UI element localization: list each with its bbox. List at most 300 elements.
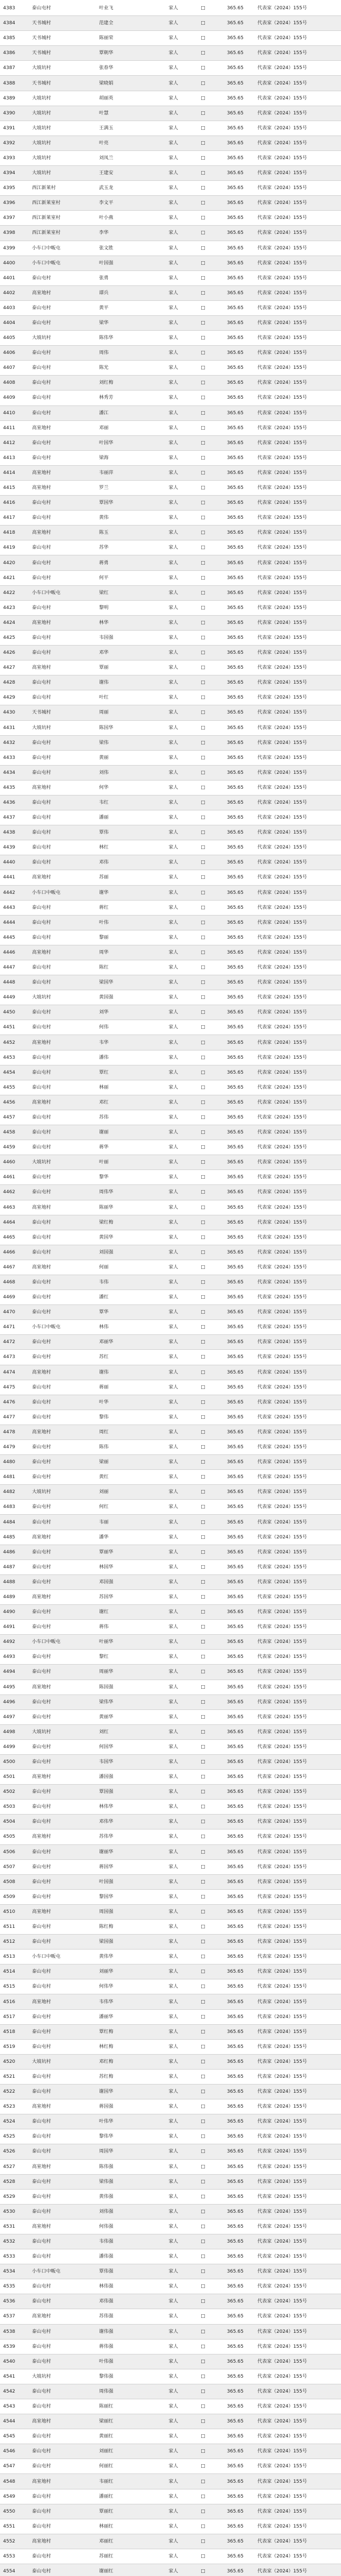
table-row — [0, 1230, 341, 1245]
amount: 365.65 — [217, 1395, 253, 1410]
table-row — [0, 870, 341, 885]
row-number: 4460 — [0, 1155, 22, 1170]
amount: 365.65 — [217, 2069, 253, 2084]
table-row — [0, 840, 341, 855]
relation: 家人 — [158, 91, 189, 106]
person-name: 周丽 — [73, 705, 122, 720]
row-number: 4409 — [0, 391, 22, 405]
document-ref: 代表家（2024）155号 — [253, 420, 341, 435]
document-ref: 代表家（2024）155号 — [253, 2129, 341, 2144]
checkbox-mark: □ — [189, 1245, 217, 1260]
table-row — [0, 1859, 341, 1874]
status-flag — [122, 1635, 158, 1650]
table-row — [0, 481, 341, 496]
document-ref: 代表家（2024）155号 — [253, 570, 341, 585]
relation: 家人 — [158, 1050, 189, 1065]
relation: 家人 — [158, 2489, 189, 2504]
row-number: 4502 — [0, 1785, 22, 1800]
document-ref: 代表家（2024）155号 — [253, 76, 341, 91]
relation: 家人 — [158, 990, 189, 1005]
document-ref: 代表家（2024）155号 — [253, 31, 341, 46]
amount: 365.65 — [217, 2099, 253, 2114]
table-row — [0, 1994, 341, 2009]
amount: 365.65 — [217, 2414, 253, 2429]
table-row — [0, 181, 341, 196]
village-name: 泰山屯村 — [22, 2564, 73, 2576]
status-flag — [122, 975, 158, 990]
document-ref: 代表家（2024）155号 — [253, 2084, 341, 2099]
relation: 家人 — [158, 1440, 189, 1455]
checkbox-mark: □ — [189, 1425, 217, 1439]
amount: 365.65 — [217, 526, 253, 540]
table-row — [0, 2459, 341, 2474]
status-flag — [122, 391, 158, 405]
relation: 家人 — [158, 1005, 189, 1020]
table-row — [0, 121, 341, 135]
checkbox-mark: □ — [189, 1724, 217, 1739]
table-row — [0, 2534, 341, 2549]
amount: 365.65 — [217, 2159, 253, 2174]
row-number: 4416 — [0, 496, 22, 511]
village-name: 高室地村 — [22, 2309, 73, 2324]
document-ref: 代表家（2024）155号 — [253, 1770, 341, 1785]
checkbox-mark: □ — [189, 690, 217, 705]
amount: 365.65 — [217, 1200, 253, 1215]
status-flag — [122, 690, 158, 705]
table-row — [0, 1365, 341, 1380]
relation: 家人 — [158, 1320, 189, 1335]
person-name: 黎丽 — [73, 930, 122, 945]
table-row — [0, 990, 341, 1005]
checkbox-mark: □ — [189, 555, 217, 570]
table-row — [0, 2294, 341, 2309]
table-row — [0, 16, 341, 31]
relation: 家人 — [158, 1739, 189, 1754]
document-ref: 代表家（2024）155号 — [253, 150, 341, 165]
amount: 365.65 — [217, 2369, 253, 2384]
village-name: 泰山屯村 — [22, 1979, 73, 1994]
village-name: 泰山屯村 — [22, 765, 73, 780]
status-flag — [122, 2324, 158, 2339]
village-name: 高室地村 — [22, 465, 73, 480]
relation: 家人 — [158, 1425, 189, 1439]
amount: 365.65 — [217, 1470, 253, 1485]
row-number: 4474 — [0, 1365, 22, 1380]
village-name: 高室地村 — [22, 2159, 73, 2174]
village-name: 泰山屯村 — [22, 1305, 73, 1320]
row-number: 4511 — [0, 1920, 22, 1935]
table-row — [0, 2549, 341, 2564]
amount: 365.65 — [217, 1140, 253, 1155]
village-name: 泰山屯村 — [22, 570, 73, 585]
checkbox-mark: □ — [189, 1470, 217, 1485]
relation: 家人 — [158, 600, 189, 615]
table-row — [0, 555, 341, 570]
relation: 家人 — [158, 121, 189, 135]
table-row — [0, 2399, 341, 2414]
checkbox-mark: □ — [189, 1920, 217, 1935]
table-row — [0, 1080, 341, 1095]
row-number: 4394 — [0, 166, 22, 181]
table-row — [0, 1200, 341, 1215]
village-name: 高室地村 — [22, 1770, 73, 1785]
table-row — [0, 1694, 341, 1709]
relation: 家人 — [158, 1950, 189, 1964]
status-flag — [122, 2549, 158, 2564]
checkbox-mark: □ — [189, 630, 217, 645]
checkbox-mark: □ — [189, 1994, 217, 2009]
row-number: 4392 — [0, 135, 22, 150]
village-name: 泰山屯村 — [22, 1920, 73, 1935]
status-flag — [122, 675, 158, 690]
checkbox-mark: □ — [189, 1560, 217, 1574]
checkbox-mark: □ — [189, 1574, 217, 1589]
village-name: 大坡坑村 — [22, 2369, 73, 2384]
checkbox-mark: □ — [189, 450, 217, 465]
table-row — [0, 1275, 341, 1290]
roster-table — [0, 1, 341, 2576]
row-number: 4509 — [0, 1889, 22, 1904]
person-name: 林伟华 — [73, 1800, 122, 1815]
person-name: 潘红 — [73, 1290, 122, 1305]
row-number: 4385 — [0, 31, 22, 46]
village-name: 高室地村 — [22, 945, 73, 960]
village-name: 大坡坑村 — [22, 720, 73, 735]
person-name: 何伟华 — [73, 1979, 122, 1994]
row-number: 4480 — [0, 1455, 22, 1470]
person-name: 苏丽红 — [73, 2549, 122, 2564]
table-row — [0, 1260, 341, 1275]
table-row — [0, 1709, 341, 1724]
document-ref: 代表家（2024）155号 — [253, 780, 341, 795]
relation: 家人 — [158, 1560, 189, 1574]
village-name: 泰山屯村 — [22, 1410, 73, 1425]
status-flag — [122, 2219, 158, 2234]
table-row — [0, 930, 341, 945]
relation: 家人 — [158, 1140, 189, 1155]
person-name: 潘丽华 — [73, 2009, 122, 2024]
relation: 家人 — [158, 2294, 189, 2309]
checkbox-mark: □ — [189, 2279, 217, 2294]
relation: 家人 — [158, 511, 189, 526]
village-name: 泰山屯村 — [22, 496, 73, 511]
status-flag — [122, 2099, 158, 2114]
table-row — [0, 1125, 341, 1140]
document-ref: 代表家（2024）155号 — [253, 615, 341, 630]
table-row — [0, 331, 341, 346]
checkbox-mark: □ — [189, 1709, 217, 1724]
status-flag — [122, 885, 158, 900]
table-row — [0, 1245, 341, 1260]
row-number: 4453 — [0, 1050, 22, 1065]
row-number: 4405 — [0, 331, 22, 346]
person-name: 黄丽 — [73, 750, 122, 765]
amount: 365.65 — [217, 2144, 253, 2159]
amount: 365.65 — [217, 1680, 253, 1694]
document-ref: 代表家（2024）155号 — [253, 1, 341, 16]
relation: 家人 — [158, 1754, 189, 1769]
table-row — [0, 270, 341, 285]
checkbox-mark: □ — [189, 915, 217, 930]
checkbox-mark: □ — [189, 2189, 217, 2204]
relation: 家人 — [158, 1485, 189, 1500]
table-row — [0, 825, 341, 840]
person-name: 黄平 — [73, 300, 122, 315]
table-row — [0, 1035, 341, 1050]
person-name: 黎伟华 — [73, 2129, 122, 2144]
document-ref: 代表家（2024）155号 — [253, 315, 341, 330]
document-ref: 代表家（2024）155号 — [253, 750, 341, 765]
row-number: 4513 — [0, 1950, 22, 1964]
row-number: 4449 — [0, 990, 22, 1005]
relation: 家人 — [158, 1230, 189, 1245]
relation: 家人 — [158, 46, 189, 61]
relation: 家人 — [158, 1410, 189, 1425]
document-ref: 代表家（2024）155号 — [253, 870, 341, 885]
checkbox-mark: □ — [189, 2489, 217, 2504]
amount: 365.65 — [217, 1320, 253, 1335]
row-number: 4399 — [0, 241, 22, 256]
status-flag — [122, 780, 158, 795]
amount: 365.65 — [217, 1635, 253, 1650]
relation: 家人 — [158, 181, 189, 196]
document-ref: 代表家（2024）155号 — [253, 2504, 341, 2519]
table-row — [0, 1335, 341, 1350]
amount: 365.65 — [217, 646, 253, 660]
table-row — [0, 720, 341, 735]
table-row — [0, 2159, 341, 2174]
relation: 家人 — [158, 2084, 189, 2099]
checkbox-mark: □ — [189, 1950, 217, 1964]
village-name: 泰山屯村 — [22, 1935, 73, 1950]
row-number: 4552 — [0, 2534, 22, 2549]
person-name: 林国华 — [73, 1560, 122, 1574]
person-name: 潘华 — [73, 1530, 122, 1545]
relation: 家人 — [158, 795, 189, 810]
status-flag — [122, 2354, 158, 2369]
village-name: 泰山屯村 — [22, 975, 73, 990]
person-name: 周丽华 — [73, 1665, 122, 1680]
document-ref: 代表家（2024）155号 — [253, 166, 341, 181]
table-row — [0, 660, 341, 675]
amount: 365.65 — [217, 585, 253, 600]
document-ref: 代表家（2024）155号 — [253, 211, 341, 226]
table-row — [0, 705, 341, 720]
status-flag — [122, 630, 158, 645]
village-name: 泰山屯村 — [22, 511, 73, 526]
amount: 365.65 — [217, 16, 253, 31]
status-flag — [122, 1560, 158, 1574]
document-ref: 代表家（2024）155号 — [253, 1440, 341, 1455]
row-number: 4388 — [0, 76, 22, 91]
status-flag — [122, 420, 158, 435]
document-ref: 代表家（2024）155号 — [253, 600, 341, 615]
status-flag — [122, 945, 158, 960]
status-flag — [122, 481, 158, 496]
checkbox-mark: □ — [189, 540, 217, 555]
table-row — [0, 2414, 341, 2429]
amount: 365.65 — [217, 196, 253, 211]
table-row — [0, 61, 341, 76]
person-name: 梁国华 — [73, 975, 122, 990]
document-ref: 代表家（2024）155号 — [253, 2474, 341, 2489]
village-name: 泰山屯村 — [22, 1290, 73, 1305]
village-name: 小车口中畈屯 — [22, 1320, 73, 1335]
amount: 365.65 — [217, 1754, 253, 1769]
checkbox-mark: □ — [189, 1035, 217, 1050]
amount: 365.65 — [217, 331, 253, 346]
document-ref: 代表家（2024）155号 — [253, 2069, 341, 2084]
checkbox-mark: □ — [189, 646, 217, 660]
person-name: 何丽红 — [73, 2459, 122, 2474]
checkbox-mark: □ — [189, 511, 217, 526]
status-flag — [122, 705, 158, 720]
person-name: 林丽 — [73, 1080, 122, 1095]
table-row — [0, 1739, 341, 1754]
relation: 家人 — [158, 2039, 189, 2054]
person-name: 周伟华 — [73, 1185, 122, 1200]
table-row — [0, 511, 341, 526]
table-row — [0, 1455, 341, 1470]
checkbox-mark: □ — [189, 870, 217, 885]
checkbox-mark: □ — [189, 391, 217, 405]
checkbox-mark: □ — [189, 1979, 217, 1994]
village-name: 泰山屯村 — [22, 2549, 73, 2564]
amount: 365.65 — [217, 615, 253, 630]
amount: 365.65 — [217, 2444, 253, 2459]
amount: 365.65 — [217, 1665, 253, 1680]
row-number: 4521 — [0, 2069, 22, 2084]
document-ref: 代表家（2024）155号 — [253, 1920, 341, 1935]
amount: 365.65 — [217, 1, 253, 16]
document-ref: 代表家（2024）155号 — [253, 2564, 341, 2576]
row-number: 4548 — [0, 2474, 22, 2489]
village-name: 泰山屯村 — [22, 2504, 73, 2519]
document-ref: 代表家（2024）155号 — [253, 1275, 341, 1290]
table-row — [0, 690, 341, 705]
checkbox-mark: □ — [189, 1935, 217, 1950]
row-number: 4462 — [0, 1185, 22, 1200]
village-name: 西江新莱室村 — [22, 196, 73, 211]
village-name: 高室地村 — [22, 2219, 73, 2234]
amount: 365.65 — [217, 2384, 253, 2399]
checkbox-mark: □ — [189, 1889, 217, 1904]
checkbox-mark: □ — [189, 2084, 217, 2099]
row-number: 4433 — [0, 750, 22, 765]
table-row — [0, 1680, 341, 1694]
row-number: 4410 — [0, 405, 22, 420]
status-flag — [122, 1739, 158, 1754]
amount: 365.65 — [217, 2324, 253, 2339]
document-ref: 代表家（2024）155号 — [253, 765, 341, 780]
relation: 家人 — [158, 2009, 189, 2024]
table-row — [0, 2444, 341, 2459]
status-flag — [122, 1605, 158, 1620]
relation: 家人 — [158, 2249, 189, 2264]
village-name: 泰山屯村 — [22, 2489, 73, 2504]
document-ref: 代表家（2024）155号 — [253, 1754, 341, 1769]
table-row — [0, 166, 341, 181]
person-name: 林红梅 — [73, 2039, 122, 2054]
status-flag — [122, 76, 158, 91]
status-flag — [122, 1574, 158, 1589]
relation: 家人 — [158, 106, 189, 121]
relation: 家人 — [158, 675, 189, 690]
document-ref: 代表家（2024）155号 — [253, 1724, 341, 1739]
status-flag — [122, 2474, 158, 2489]
row-number: 4448 — [0, 975, 22, 990]
relation: 家人 — [158, 1455, 189, 1470]
row-number: 4489 — [0, 1589, 22, 1604]
village-name: 泰山屯村 — [22, 2069, 73, 2084]
checkbox-mark: □ — [189, 2564, 217, 2576]
village-name: 泰山屯村 — [22, 915, 73, 930]
status-flag — [122, 1230, 158, 1245]
table-row — [0, 540, 341, 555]
amount: 365.65 — [217, 2564, 253, 2576]
table-row — [0, 1050, 341, 1065]
relation: 家人 — [158, 226, 189, 241]
table-row — [0, 361, 341, 376]
person-name: 王满玉 — [73, 121, 122, 135]
village-name: 高室地村 — [22, 1829, 73, 1844]
table-row — [0, 315, 341, 330]
status-flag — [122, 720, 158, 735]
amount: 365.65 — [217, 1455, 253, 1470]
table-row — [0, 2264, 341, 2279]
table-row — [0, 496, 341, 511]
relation: 家人 — [158, 1365, 189, 1380]
relation: 家人 — [158, 825, 189, 840]
amount: 365.65 — [217, 2129, 253, 2144]
table-row — [0, 1, 341, 16]
table-row — [0, 420, 341, 435]
person-name: 梁晓娟 — [73, 76, 122, 91]
person-name: 林伟 — [73, 1320, 122, 1335]
status-flag — [122, 1485, 158, 1500]
person-name: 陈玉 — [73, 526, 122, 540]
document-ref: 代表家（2024）155号 — [253, 1815, 341, 1829]
document-ref: 代表家（2024）155号 — [253, 1680, 341, 1694]
table-row — [0, 405, 341, 420]
amount: 365.65 — [217, 1889, 253, 1904]
checkbox-mark: □ — [189, 61, 217, 76]
table-row — [0, 1065, 341, 1080]
relation: 家人 — [158, 2279, 189, 2294]
status-flag — [122, 2249, 158, 2264]
checkbox-mark: □ — [189, 1275, 217, 1290]
person-name: 周华 — [73, 945, 122, 960]
relation: 家人 — [158, 1574, 189, 1589]
village-name: 泰山屯村 — [22, 1964, 73, 1979]
table-row — [0, 106, 341, 121]
village-name: 泰山屯村 — [22, 1515, 73, 1530]
relation: 家人 — [158, 1530, 189, 1545]
status-flag — [122, 2114, 158, 2129]
document-ref: 代表家（2024）155号 — [253, 2039, 341, 2054]
relation: 家人 — [158, 135, 189, 150]
row-number: 4390 — [0, 106, 22, 121]
person-name: 武玉龙 — [73, 181, 122, 196]
status-flag — [122, 1170, 158, 1185]
relation: 家人 — [158, 930, 189, 945]
row-number: 4398 — [0, 226, 22, 241]
relation: 家人 — [158, 2339, 189, 2354]
status-flag — [122, 1260, 158, 1275]
person-name: 韦国华 — [73, 1754, 122, 1769]
relation: 家人 — [158, 705, 189, 720]
status-flag — [122, 2174, 158, 2189]
